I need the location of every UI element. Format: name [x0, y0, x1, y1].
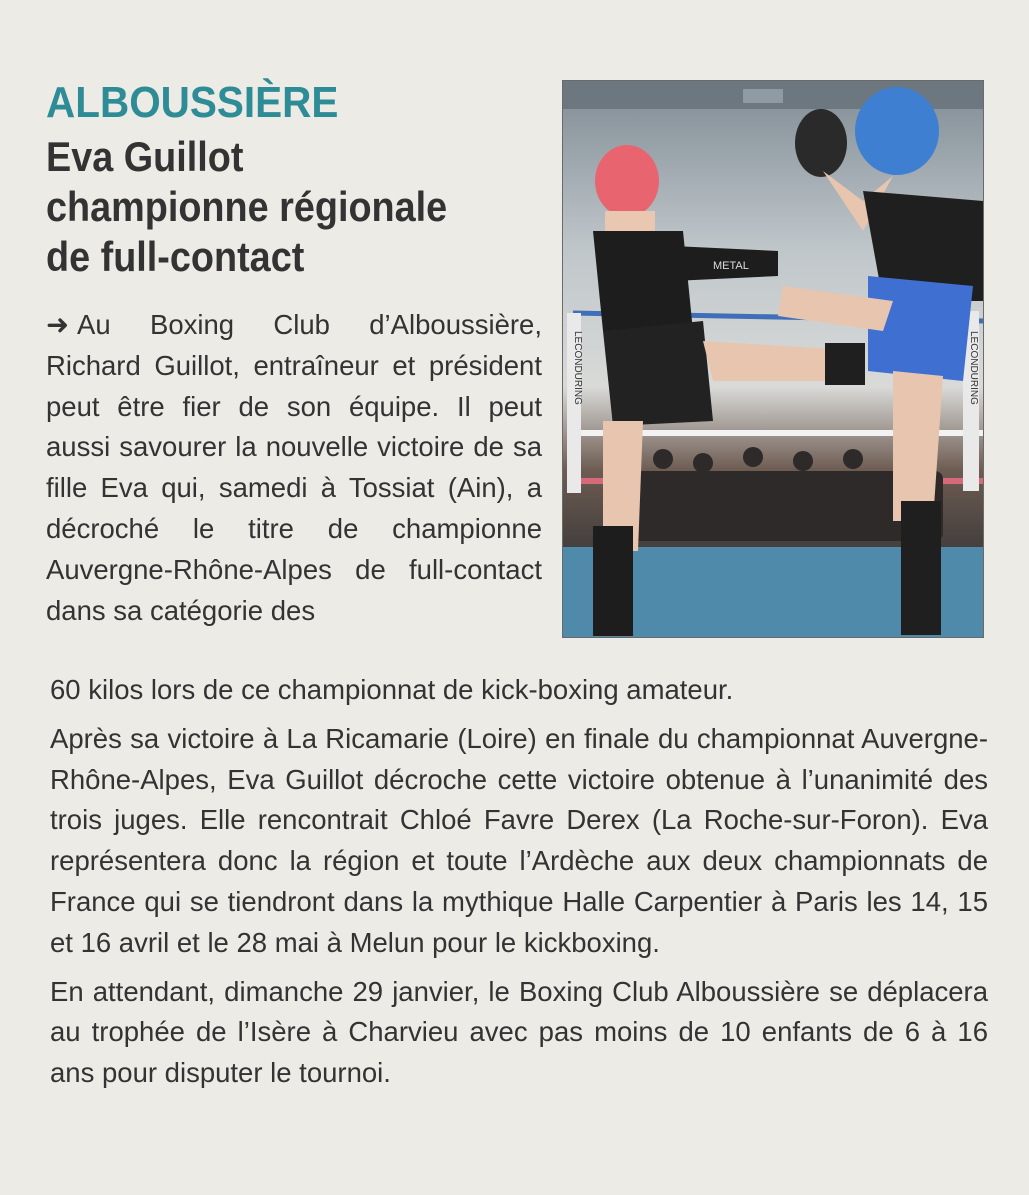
- ring-banner-text-right: LECONDURING: [968, 331, 979, 405]
- article-body: [50, 670, 988, 1096]
- article-title: [46, 132, 550, 282]
- title-line: championne régionale: [46, 183, 448, 230]
- kickboxing-photo-illustration: [563, 81, 983, 637]
- title-line: Eva Guillot: [46, 133, 244, 180]
- article-paragraph: En attendant, dimanche 29 janvier, le Boxing Club Alboussière se déplacera au trophée de l’Isère à Charvieu avec pas moins de 10 enfants de 6 à 16 ans pour disputer le tournoi.: [50, 975, 988, 1089]
- title-line: de full-contact: [46, 233, 305, 280]
- ring-banner-text-left: LECONDURING: [572, 331, 583, 405]
- kickboxing-photo: [562, 80, 984, 638]
- headline-block: [46, 78, 546, 282]
- article-paragraph: Après sa victoire à La Ricamarie (Loire) en finale du championnat Auvergne-Rhône-Alpes, Eva Guillot décroche cette victoire obtenue à l’unanimité des trois juges. Elle rencontrait Chloé Favre Derex (La Roche-sur-Foron). Eva représentera donc la région et toute l’Ardèche aux deux championnats de France qui se tiendront dans la mythique Halle Carpentier à Paris les 14, 15 et 16 avril et le 28 mai à Melun pour le kickboxing.: [50, 722, 988, 958]
- lead-text: Au Boxing Club d’Alboussière, Richard Guillot, entraîneur et président peut être fier de son équipe. Il peut aussi savourer la nouvelle victoire de sa fille Eva qui, samedi à Tossiat (Ain), a décroché le titre de championne Auvergne-Rhône-Alpes de full-contact dans sa catégorie des: [46, 309, 542, 626]
- section-kicker: ALBOUSSIÈRE: [46, 78, 339, 127]
- lead-continuation: 60 kilos lors de ce championnat de kick-boxing amateur.: [50, 674, 734, 705]
- arrow-right-icon: ➜: [46, 309, 70, 340]
- article-lead: [46, 305, 542, 631]
- gear-text: METAL: [713, 260, 749, 272]
